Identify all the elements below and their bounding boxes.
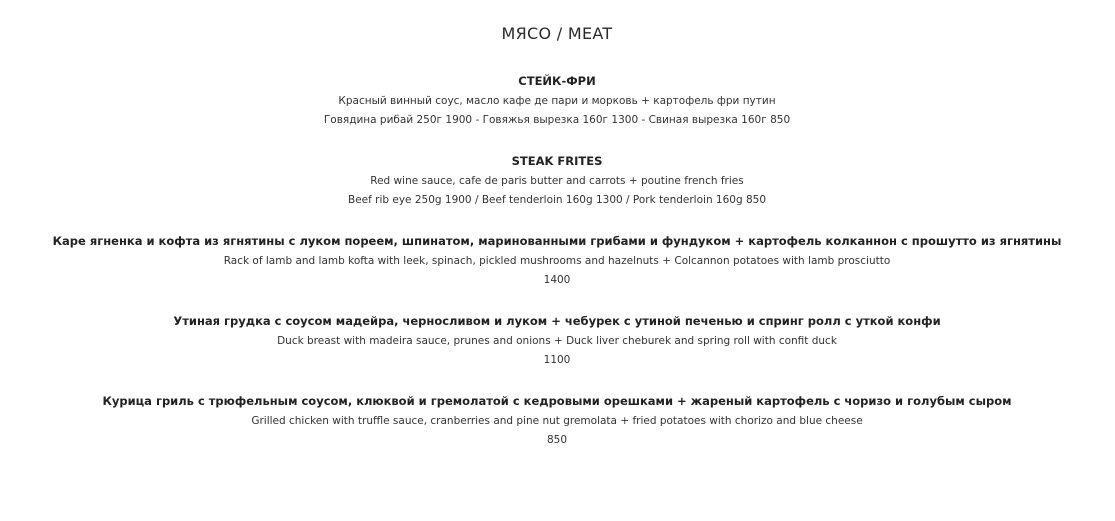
dish-title-duck: Утиная грудка с соусом мадейра, черносливом и луком + чебурек с утиной печенью и спринг ролл с уткой конфи — [173, 314, 941, 328]
dish-prices-steak-frites-en: Beef rib eye 250g 1900 / Beef tenderloin 160g 1300 / Pork tenderloin 160g 850 — [347, 194, 767, 206]
dish-description-chicken: Grilled chicken with truffle sauce, cranberries and pine nut gremolata + fried potatoes with chorizo and blue cheese — [251, 415, 863, 427]
dish-title-steak-frites-en: STEAK FRITES — [511, 154, 603, 168]
dish-prices-steak-frites-ru: Говядина рибай 250г 1900 - Говяжья вырезка 160г 1300 - Свиная вырезка 160г 850 — [323, 114, 791, 126]
dish-description-lamb: Rack of lamb and lamb kofta with leek, spinach, pickled mushrooms and hazelnuts + Colcannon potatoes with lamb prosciutto — [223, 255, 891, 267]
dish-title-steak-frites-ru: СТЕЙК-ФРИ — [518, 74, 596, 88]
dish-title-lamb: Каре ягненка и кофта из ягнятины с луком пореем, шпинатом, маринованными грибами и фундуком + картофель колканнон с прошутто из ягнятины — [52, 234, 1062, 248]
dish-price-chicken: 850 — [546, 434, 568, 446]
dish-description-duck: Duck breast with madeira sauce, prunes and onions + Duck liver cheburek and spring roll with confit duck — [277, 335, 837, 347]
dish-description-steak-frites-ru: Красный винный соус, масло кафе де пари и морковь + картофель фри путин — [338, 95, 776, 107]
dish-title-chicken: Курица гриль с трюфельным соусом, клюквой и гремолатой с кедровыми орешками + жареный картофель с чоризо и голубым сыром — [102, 394, 1012, 408]
dish-description-steak-frites-en: Red wine sauce, cafe de paris butter and carrots + poutine french fries — [370, 175, 744, 187]
dish-price-lamb: 1400 — [543, 274, 571, 286]
section-title: МЯСО / MEAT — [501, 24, 613, 43]
dish-price-duck: 1100 — [543, 354, 571, 366]
